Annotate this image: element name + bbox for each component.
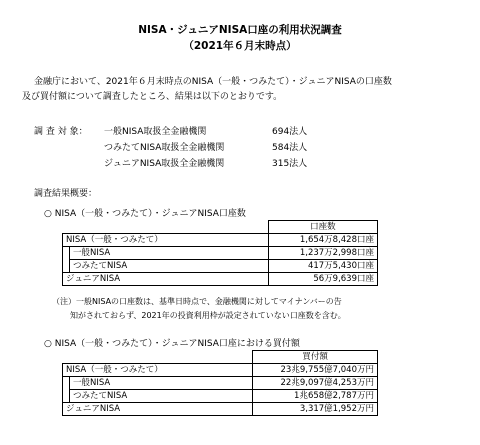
row-value: 417万5,430口座 — [268, 260, 377, 273]
table-row — [63, 377, 378, 390]
table-row — [63, 364, 378, 377]
row-label: 一般NISA — [70, 377, 253, 390]
subject-name-general: 一般NISA取扱全金融機関 — [104, 127, 207, 137]
row-label: 一般NISA — [70, 247, 269, 260]
subject-name-junior: ジュニアNISA取扱全金融機関 — [104, 159, 225, 169]
table-row — [63, 273, 378, 286]
row-value: 23兆9,755億7,040万円 — [253, 364, 378, 377]
row-value: 22兆9,097億4,253万円 — [253, 377, 378, 390]
subject-count-tsumitate: 584法人 — [272, 143, 308, 153]
table-row — [63, 403, 378, 416]
row-value: 1,237万2,998口座 — [268, 247, 377, 260]
purchases-table — [62, 350, 378, 416]
table-row — [63, 260, 378, 273]
subjects-label: 調 査 対 象： — [34, 127, 88, 137]
accounts-heading: ○ NISA（一般・つみたて）・ジュニアNISA口座数 — [44, 209, 246, 219]
page-title: NISA・ジュニアNISA口座の利用状況調査 — [138, 24, 342, 36]
page-subtitle: （2021年６月末時点） — [183, 40, 297, 52]
table-header-row — [63, 351, 378, 364]
table-row — [63, 390, 378, 403]
row-value: 1兆658億2,787万円 — [253, 390, 378, 403]
row-label: NISA（一般・つみたて） — [63, 234, 269, 247]
note-line-2: 知がされておらず、2021年の投資利用枠が設定されていない口座数を含む。 — [70, 311, 346, 320]
subject-name-tsumitate: つみたてNISA取扱全金融機関 — [104, 143, 225, 153]
column-header: 口座数 — [268, 221, 377, 234]
row-label: ジュニアNISA — [63, 273, 269, 286]
row-label: つみたてNISA — [70, 390, 253, 403]
table-row — [63, 247, 378, 260]
intro-line-1: 金融庁において、2021年６月末時点のNISA（一般・つみたて）・ジュニアNISAの口座数 — [34, 77, 392, 87]
note-line-1: （注）一般NISAの口座数は、基準日時点で、金融機関に対してマイナンバーの告 — [52, 297, 342, 306]
column-header: 買付額 — [253, 351, 378, 364]
row-value: 3,317億1,952万円 — [253, 403, 378, 416]
purchases-heading: ○ NISA（一般・つみたて）・ジュニアNISA口座における買付額 — [44, 339, 300, 349]
row-label: NISA（一般・つみたて） — [63, 364, 253, 377]
row-value: 1,654万8,428口座 — [268, 234, 377, 247]
table-header-row — [63, 221, 378, 234]
intro-line-2: 及び買付額について調査したところ、結果は以下のとおりです。 — [22, 92, 283, 102]
row-label: ジュニアNISA — [63, 403, 253, 416]
row-label: つみたてNISA — [70, 260, 269, 273]
accounts-table — [62, 220, 378, 286]
row-value: 56万9,639口座 — [268, 273, 377, 286]
subject-count-general: 694法人 — [272, 127, 308, 137]
subject-count-junior: 315法人 — [272, 159, 308, 169]
summary-heading: 調査結果概要： — [34, 189, 98, 199]
table-row — [63, 234, 378, 247]
